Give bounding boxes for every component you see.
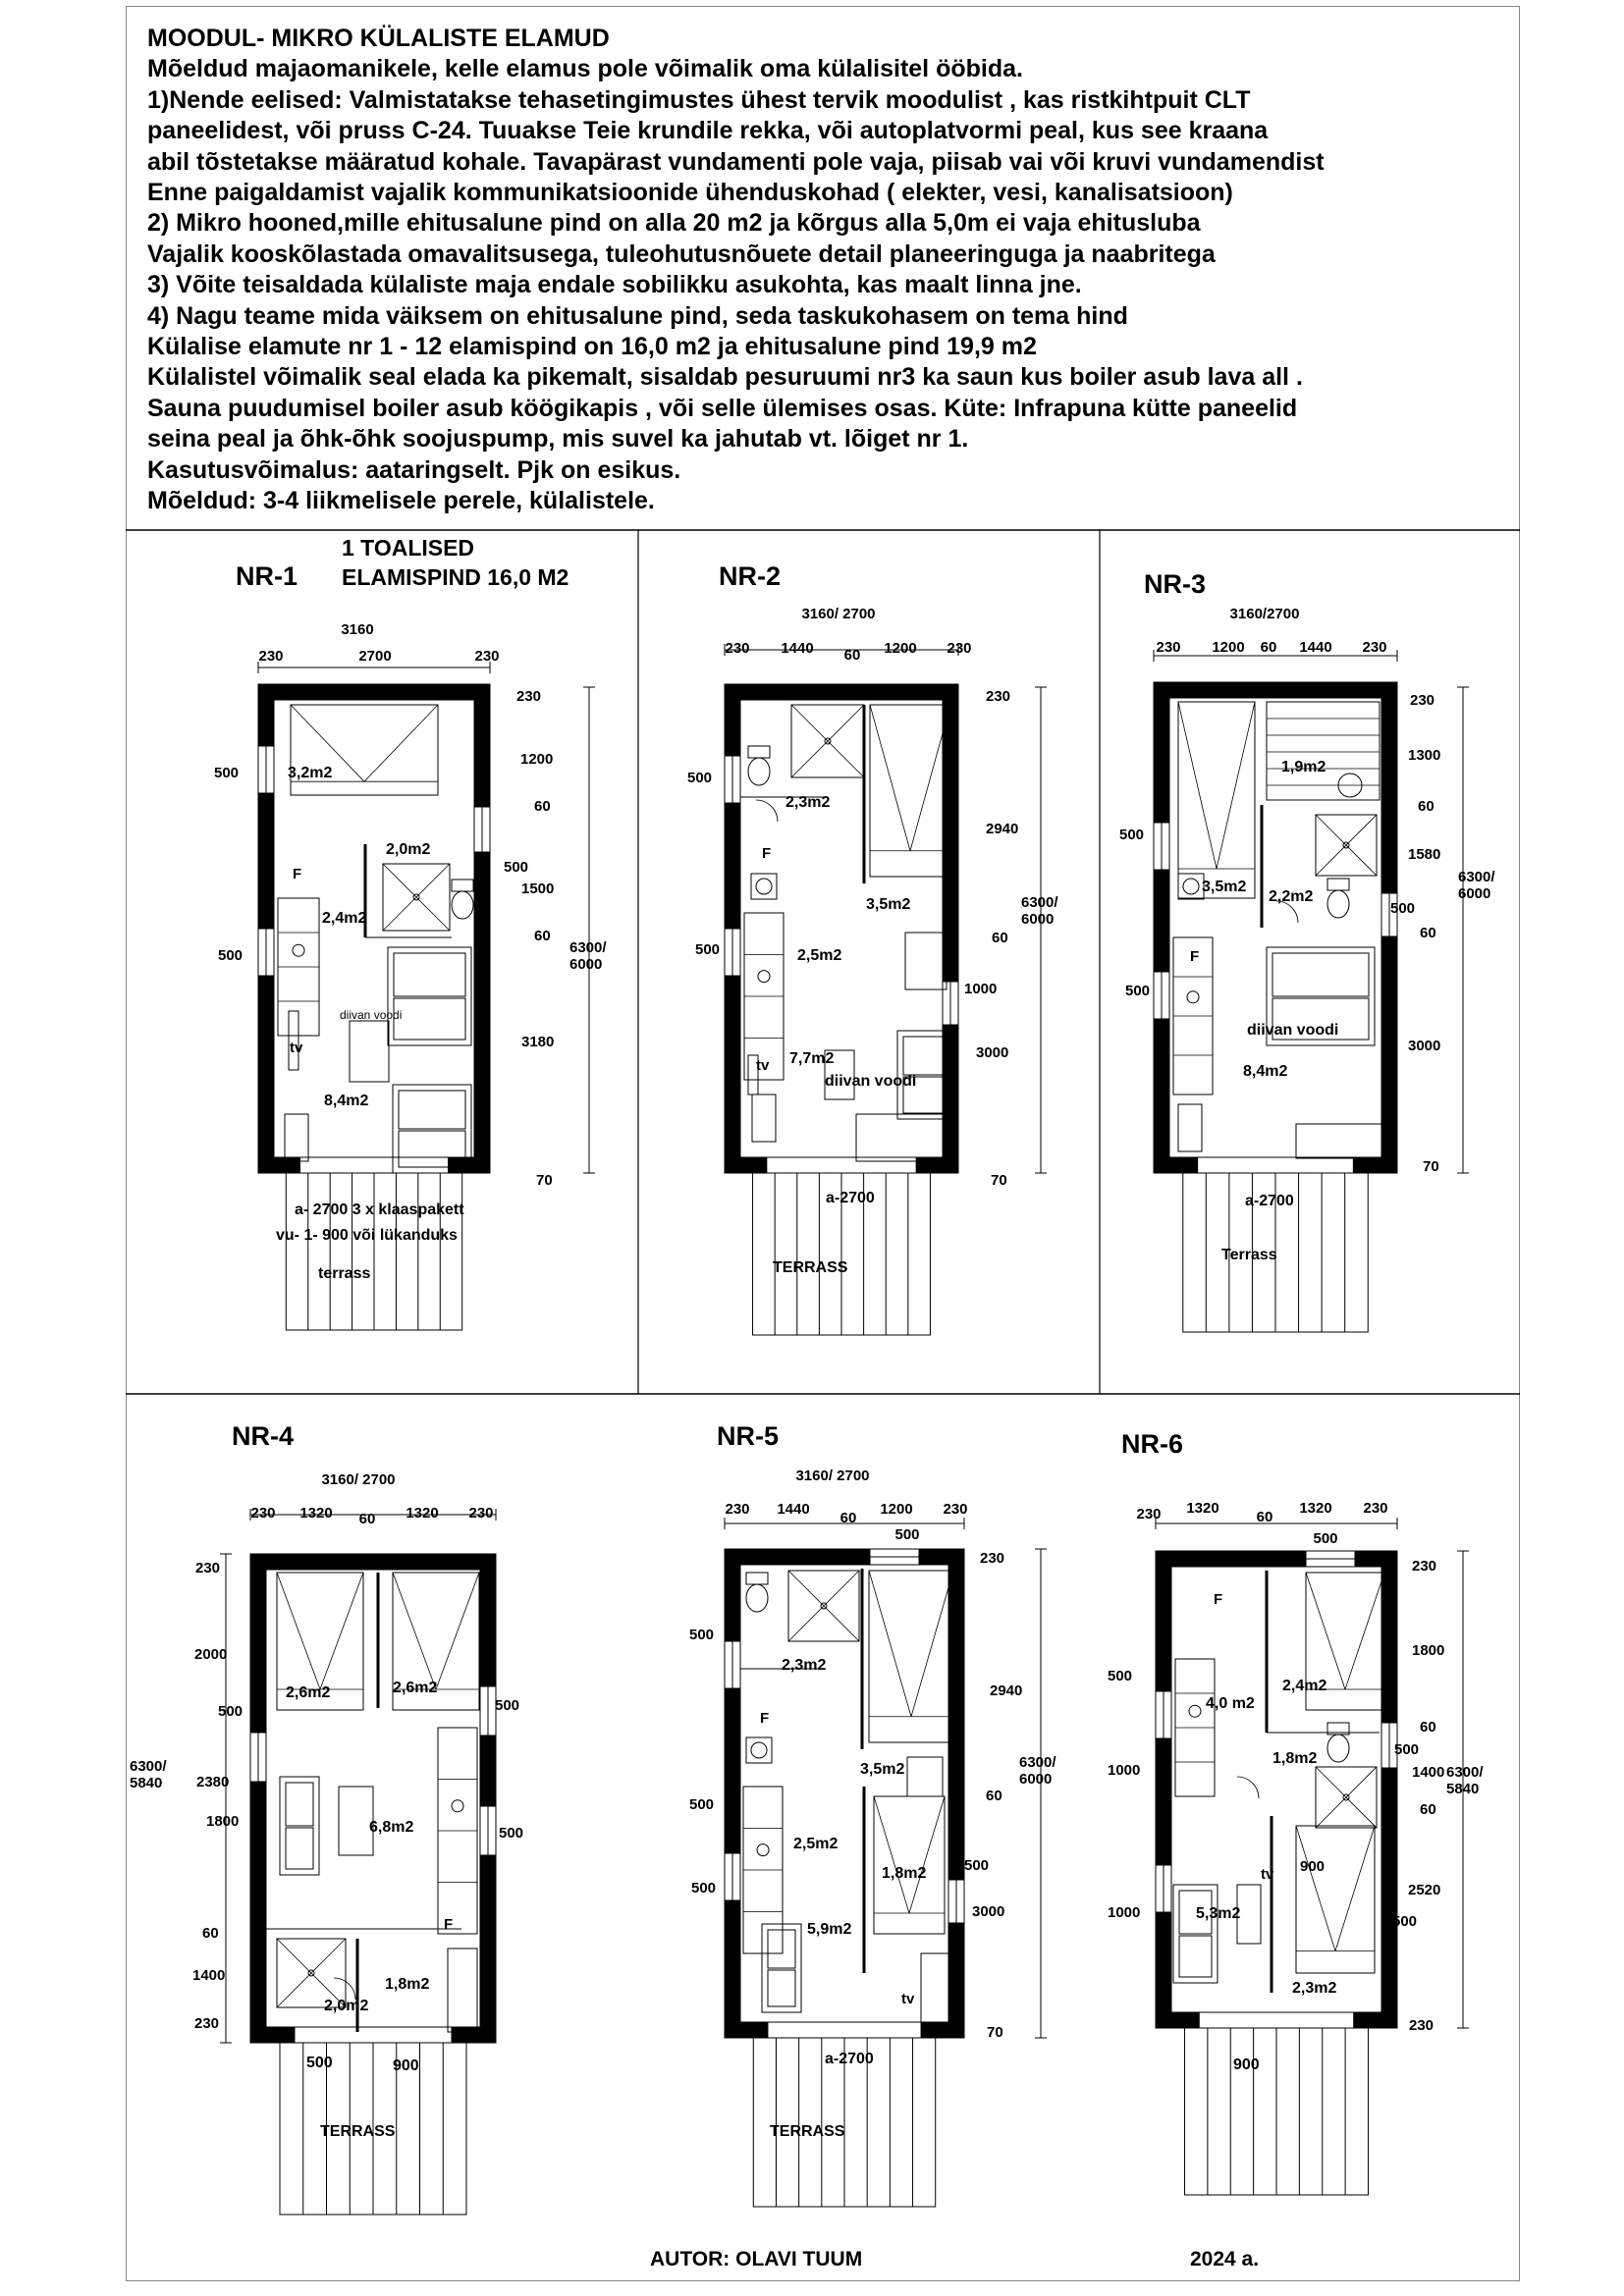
intro-line: MOODUL- MIKRO KÜLALISTE ELAMUD — [147, 25, 610, 52]
dimension-label: 60 — [1420, 1801, 1436, 1818]
plan-id-label: NR-4 — [232, 1421, 295, 1451]
wall — [1156, 2012, 1199, 2028]
door-swing — [334, 1978, 355, 2000]
wall — [250, 2027, 295, 2043]
toilet-bowl — [1327, 1735, 1349, 1762]
dimension-label: 500 — [1125, 983, 1151, 999]
dimension-total: 3160/ 2700 — [801, 606, 876, 622]
wall — [1154, 682, 1169, 1173]
intro-line: Mõeldud majaomanikele, kelle elamus pole võimalik oma külalisitel ööbida. — [147, 55, 1023, 83]
room-area-label: 3,2m2 — [288, 765, 333, 781]
dimension-label: 60 — [202, 1925, 219, 1942]
bed-line — [874, 1796, 909, 1913]
room-area-label: 3,5m2 — [860, 1761, 905, 1778]
dimension-total: 6300/ 6000 — [569, 939, 607, 973]
toilet-tank — [746, 1573, 768, 1584]
dimension-label: 60 — [839, 1510, 857, 1526]
bed-line — [909, 1796, 945, 1913]
wall — [916, 1157, 958, 1173]
sofa-cushion — [394, 953, 465, 996]
plan-note: a-2700 — [1245, 1193, 1294, 1209]
wall — [452, 2027, 496, 2043]
dimension-label: 230 — [195, 1560, 221, 1576]
plan-title: 1 TOALISED — [342, 535, 475, 561]
plan-note: TERRASS — [773, 1259, 848, 1276]
plan-note: vu- 1- 900 või lükanduks — [276, 1227, 458, 1244]
sofa-cushion — [286, 1828, 313, 1869]
dimension-label: 230 — [468, 1505, 494, 1522]
dimension-total: 6300/ 6000 — [1021, 894, 1058, 928]
hob — [1187, 991, 1199, 1003]
table — [1237, 1885, 1261, 1944]
room-area-label: 8,4m2 — [1243, 1063, 1288, 1080]
plan-nr-4 — [250, 1554, 496, 2215]
dimension-label: 1400 — [192, 1967, 226, 1984]
sofa-cushion — [399, 1091, 465, 1129]
dimension-label: 3000 — [1408, 1038, 1441, 1054]
intro-line: seina peal ja õhk-õhk soojuspump, mis suvel ka jahutab vt. lõiget nr 1. — [147, 425, 969, 454]
heater — [1178, 1104, 1202, 1151]
dimension-label: 500 — [499, 1825, 524, 1842]
plan-nr-2 — [725, 684, 958, 1335]
hob — [452, 1800, 463, 1812]
room-label: F — [444, 1916, 454, 1933]
dimension-label: 230 — [947, 640, 972, 657]
dimension-label: 70 — [987, 2024, 1003, 2041]
dimension-label: 1200 — [880, 1501, 913, 1518]
hob — [758, 971, 770, 983]
wall — [725, 1549, 964, 1565]
dimension-label: 230 — [1156, 639, 1181, 656]
room-area-label: 7,7m2 — [789, 1050, 835, 1067]
plan-note: 500 — [306, 2055, 333, 2071]
plan-note: 900 — [393, 2057, 419, 2074]
dimension-label: 3000 — [976, 1044, 1009, 1061]
intro-line: Külalistel võimalik seal elada ka pikemalt, sisaldab pesuruumi nr3 ka saun kus boiler asub lava all . — [147, 363, 1303, 392]
room-area-label: 2,6m2 — [286, 1684, 331, 1701]
dimension-label: 500 — [218, 1703, 244, 1720]
hob — [1189, 1705, 1201, 1717]
room-area-label: 2,5m2 — [793, 1836, 839, 1852]
heater — [285, 1114, 308, 1161]
dimension-label: 60 — [1420, 1719, 1436, 1735]
intro-line: Enne paigaldamist vajalik kommunikatsioonide ühenduskohad ( elekter, vesi, kanalisatsioon) — [147, 179, 1233, 207]
plan-nr-3 — [1154, 682, 1397, 1332]
dimension-label: 1300 — [1408, 747, 1441, 764]
room-label: tv — [756, 1057, 770, 1074]
plan-note: Terrass — [1221, 1247, 1277, 1263]
intro-line: Mõeldud: 3-4 liikmelisele perele, külalistele. — [147, 487, 655, 515]
sink — [751, 874, 777, 899]
dimension-label: 500 — [894, 1526, 920, 1543]
dimension-label: 230 — [1363, 1500, 1388, 1517]
plan-id-label: NR-6 — [1121, 1429, 1184, 1459]
dimension-label: 1800 — [206, 1813, 240, 1830]
toilet-bowl — [748, 758, 770, 785]
dimension-total: 6300/ 5840 — [130, 1758, 167, 1791]
sink-bowl — [1183, 879, 1199, 894]
toilet-bowl — [452, 891, 473, 919]
room-label: F — [1214, 1591, 1223, 1608]
dimension-label: 230 — [943, 1501, 968, 1518]
intro-line: 2) Mikro hooned,mille ehitusalune pind on alla 20 m2 ja kõrgus alla 5,0m ei vaja ehitusluba — [147, 209, 1201, 238]
sink — [746, 1737, 772, 1763]
dimension-label: 60 — [992, 930, 1008, 946]
room-label: diivan voodi — [1247, 1022, 1339, 1039]
dimension-label: 2700 — [358, 648, 392, 665]
dimension-label: 230 — [1409, 2017, 1435, 2034]
sofa-cushion — [394, 998, 465, 1040]
wall — [725, 1549, 740, 2038]
bed-line — [1296, 1826, 1335, 1951]
dimension-label: 230 — [258, 648, 284, 665]
bed-line — [436, 1573, 479, 1689]
hob — [757, 1844, 769, 1856]
room-area-label: 1,8m2 — [882, 1865, 927, 1882]
dimension-label: 230 — [516, 688, 542, 705]
table — [350, 1021, 389, 1082]
room-area-label: 2,2m2 — [1269, 888, 1314, 905]
dimension-label: 230 — [725, 1501, 750, 1518]
dimension-label: 500 — [1108, 1668, 1133, 1684]
intro-line: Sauna puudumisel boiler asub köögikapis , või selle ülemises osas. Küte: Infrapuna kütte paneelid — [147, 394, 1298, 422]
dimension-label: 1200 — [1212, 639, 1245, 656]
dimension-label: 60 — [1256, 1509, 1273, 1525]
sofa-cushion — [286, 1783, 313, 1826]
plan-note: a-2700 — [826, 1190, 875, 1206]
room-label: F — [760, 1710, 770, 1727]
wall — [258, 684, 490, 700]
dimension-label: 500 — [695, 941, 721, 958]
dimension-label: 1440 — [781, 640, 814, 657]
dimension-total: 3160 — [341, 621, 374, 638]
toilet-tank — [452, 880, 473, 891]
dimension-label: 500 — [214, 765, 240, 781]
dimension-label: 500 — [504, 859, 529, 876]
room-label: diivan voodi — [340, 1008, 403, 1022]
room-area-label: 3,5m2 — [1202, 879, 1247, 895]
dimension-label: 1000 — [1108, 1762, 1141, 1779]
dimension-label: 230 — [986, 688, 1011, 705]
toilet-bowl — [1327, 890, 1349, 918]
dimension-label: 1580 — [1408, 846, 1441, 863]
dimension-label: 500 — [1119, 827, 1145, 843]
intro-line: Vajalik kooskõlastada omavalitsusega, tuleohutusnõuete detail planeeringuga ja naabritega — [147, 240, 1216, 268]
dimension-label: 1500 — [521, 881, 555, 897]
plan-nr-5 — [725, 1549, 964, 2207]
sofa-cushion — [903, 1037, 943, 1075]
table — [1296, 1124, 1384, 1158]
dimension-label: 70 — [991, 1172, 1007, 1189]
room-label: F — [1190, 948, 1200, 965]
bed-line — [870, 705, 910, 851]
room-area-label: 5,3m2 — [1196, 1905, 1241, 1922]
wall — [250, 1554, 266, 2043]
dimension-label: 500 — [1313, 1530, 1338, 1547]
dimension-label: 2380 — [196, 1774, 230, 1790]
wardrobe — [448, 1949, 477, 2032]
sink-bowl — [756, 879, 772, 894]
dimension-total: 3160/2700 — [1229, 606, 1300, 622]
room-area-label: 2,3m2 — [1292, 1980, 1337, 1997]
dimension-label: 500 — [495, 1697, 520, 1714]
dimension-total: 6300/ 6000 — [1458, 869, 1495, 902]
dimension-label: 230 — [980, 1550, 1005, 1567]
bed-line — [1335, 1826, 1375, 1951]
wall — [1156, 1551, 1397, 1567]
plan-id-label: NR-5 — [717, 1421, 780, 1451]
dimension-label: 60 — [1418, 798, 1435, 815]
room-area-label: 4,0 m2 — [1206, 1695, 1255, 1712]
dimension-label: 500 — [689, 1796, 715, 1813]
dimension-label: 230 — [1362, 639, 1387, 656]
wall — [480, 1554, 496, 2043]
sink — [1178, 874, 1204, 899]
wall — [725, 684, 958, 700]
dimension-label: 1000 — [1108, 1904, 1141, 1921]
dimension-label: 230 — [725, 640, 750, 657]
dimension-label: 2000 — [194, 1646, 228, 1663]
room-area-label: 2,6m2 — [393, 1680, 438, 1696]
plan-title: ELAMISPIND 16,0 M2 — [342, 564, 569, 590]
dimension-label: 3000 — [972, 1903, 1005, 1920]
intro-line: Kasutusvõimalus: aataringselt. Pjk on esikus. — [147, 455, 681, 484]
door-swing — [1237, 1777, 1259, 1798]
room-area-label: 8,4m2 — [324, 1093, 369, 1109]
dimension-label: 70 — [536, 1172, 553, 1189]
dimension-label: 60 — [1260, 639, 1277, 656]
room-label: tv — [1261, 1866, 1274, 1883]
room-area-label: 2,3m2 — [782, 1657, 827, 1674]
dimension-label: 60 — [1420, 925, 1436, 941]
dimension-label: 230 — [474, 648, 500, 665]
dimension-label: 500 — [689, 1627, 715, 1643]
dimension-label: 60 — [534, 798, 551, 815]
bed-line — [1345, 1573, 1384, 1689]
dimension-label: 1200 — [520, 751, 554, 768]
room-area-label: 1,8m2 — [385, 1976, 430, 1993]
dimension-label: 60 — [358, 1511, 376, 1527]
dimension-label: 1440 — [1299, 639, 1332, 656]
plan-note: a-2700 — [825, 2051, 874, 2067]
sofa-cushion — [1179, 1936, 1212, 1977]
bed-line — [1178, 702, 1217, 869]
dimension-label: 230 — [194, 2015, 220, 2032]
wall — [725, 2022, 768, 2038]
dimension-label: 2520 — [1408, 1882, 1441, 1898]
sink-bowl — [751, 1742, 767, 1758]
sofa-cushion — [768, 1970, 795, 2006]
room-area-label: 2,0m2 — [386, 841, 431, 858]
intro-line: 4) Nagu teame mida väiksem on ehitusalune pind, seda taskukohasem on tema hind — [147, 301, 1128, 330]
dimension-label: 1800 — [1412, 1642, 1445, 1659]
dimension-label: 1320 — [299, 1505, 333, 1522]
dimension-label: 500 — [1394, 1741, 1420, 1758]
plan-id-label: NR-1 — [236, 561, 298, 591]
hob — [293, 944, 304, 956]
wall — [725, 1157, 767, 1173]
toilet-bowl — [746, 1584, 768, 1612]
toilet-tank — [1327, 879, 1349, 890]
dimension-label: 60 — [986, 1788, 1002, 1804]
dimension-label: 500 — [218, 947, 244, 964]
intro-line: 3) Võite teisaldada külaliste maja endale sobilikku asukohta, kas maalt linna jne. — [147, 271, 1082, 299]
wall — [449, 1157, 490, 1173]
intro-line: 1)Nende eelised: Valmistatakse tehasetingimustes ühest tervik moodulist , kas ristkihtpuit CLT — [147, 85, 1251, 114]
bed-line — [911, 1571, 953, 1717]
room-label: tv — [901, 1991, 915, 2007]
room-area-label: 1,8m2 — [1272, 1750, 1318, 1767]
room-area-label: 2,4m2 — [1282, 1678, 1327, 1694]
dimension-label: 1400 — [1412, 1764, 1445, 1781]
room-area-label: 2,0m2 — [324, 1998, 369, 2014]
dimension-label: 1200 — [884, 640, 917, 657]
year-label: 2024 a. — [1190, 2248, 1260, 2270]
wall — [250, 1554, 496, 1570]
dimension-label: 500 — [1390, 900, 1416, 917]
dimension-label: 60 — [843, 647, 861, 664]
dimension-label: 3180 — [521, 1034, 555, 1050]
shelf — [907, 1757, 943, 1796]
dimension-label: 230 — [1412, 1558, 1437, 1575]
dimension-label: 230 — [1410, 692, 1435, 709]
plan-id-label: NR-3 — [1144, 569, 1207, 599]
tv-unit — [921, 1953, 950, 2022]
plan-note: a- 2700 3 x klaaspakett — [295, 1201, 464, 1218]
dimension-label: 70 — [1423, 1158, 1439, 1175]
heater — [752, 1095, 776, 1142]
wall — [1354, 2012, 1397, 2028]
plan-nr-6 — [1156, 1551, 1397, 2195]
dimension-label: 500 — [687, 770, 713, 786]
dimension-label: 60 — [534, 928, 551, 944]
interior-outline — [1171, 1567, 1381, 2012]
wall — [1156, 1551, 1171, 2028]
dimension-total: 3160/ 2700 — [321, 1471, 396, 1488]
plan-note: TERRASS — [770, 2123, 845, 2140]
door-swing — [756, 800, 778, 822]
dimension-label: 500 — [964, 1857, 990, 1874]
room-area-label: 1,9m2 — [1281, 759, 1326, 775]
dimension-label: 1320 — [1299, 1500, 1332, 1517]
dimension-label: 1320 — [1186, 1500, 1219, 1517]
intro-line: Külalise elamute nr 1 - 12 elamispind on 16,0 m2 ja ehitusalune pind 19,9 m2 — [147, 333, 1037, 361]
wall — [258, 1157, 299, 1173]
toilet-tank — [748, 746, 770, 758]
dimension-label: 1440 — [777, 1501, 810, 1518]
wall — [1353, 1157, 1397, 1173]
bed-line — [364, 705, 438, 781]
room-label: F — [762, 845, 772, 862]
sofa-cushion — [1272, 953, 1369, 996]
plan-note: TERRASS — [320, 2123, 396, 2140]
room-area-label: 5,9m2 — [807, 1921, 852, 1938]
room-label: 900 — [1300, 1858, 1326, 1875]
intro-line: abil tõstetakse määratud kohale. Tavapärast vundamenti pole vaja, piisab vai või kruvi vundamendist — [147, 147, 1325, 176]
room-label: tv — [290, 1040, 303, 1056]
dimension-label: 2940 — [990, 1682, 1023, 1699]
plan-note: 900 — [1233, 2056, 1260, 2073]
room-area-label: 2,4m2 — [322, 910, 367, 927]
room-area-label: 2,3m2 — [785, 794, 831, 811]
wall — [921, 2022, 964, 2038]
dimension-total: 3160/ 2700 — [795, 1468, 870, 1484]
dimension-label: 500 — [691, 1880, 717, 1896]
bed-line — [1217, 702, 1255, 869]
intro-line: paneelidest, või pruss C-24. Tuuakse Teie krundile rekka, või autoplatvormi peal, kus see kraana — [147, 117, 1269, 145]
cabinet — [905, 933, 947, 989]
dimension-label: 230 — [1136, 1506, 1162, 1522]
bed-line — [1306, 1573, 1345, 1689]
wall — [1154, 1157, 1198, 1173]
author-label: AUTOR: OLAVI TUUM — [650, 2248, 863, 2270]
bench — [856, 1114, 947, 1161]
room-label: diivan voodi — [825, 1073, 917, 1090]
wall — [474, 684, 490, 1173]
room-label: F — [293, 866, 302, 882]
dimension-label: 2940 — [986, 821, 1019, 837]
dimension-label: 1000 — [964, 981, 998, 997]
bed-line — [277, 1573, 320, 1689]
dimension-label: 1320 — [406, 1505, 439, 1522]
sofa-cushion — [768, 1930, 795, 1968]
plan-id-label: NR-2 — [719, 561, 782, 591]
dimension-total: 6300/ 6000 — [1019, 1754, 1056, 1788]
room-area-label: 2,5m2 — [797, 947, 842, 964]
dimension-label: 230 — [250, 1505, 276, 1522]
bed-line — [393, 1573, 436, 1689]
wall — [1154, 682, 1397, 698]
dimension-total: 6300/ 5840 — [1446, 1764, 1484, 1797]
room-area-label: 6,8m2 — [369, 1819, 414, 1836]
bed-line — [320, 1573, 363, 1689]
wall — [1381, 1551, 1397, 2028]
dimension-label: 500 — [1392, 1913, 1418, 1930]
room-area-label: 3,5m2 — [866, 896, 911, 913]
interior-outline — [1169, 698, 1381, 1157]
bed-line — [869, 1571, 911, 1717]
plan-note: terrass — [318, 1265, 371, 1282]
table — [339, 1787, 373, 1855]
